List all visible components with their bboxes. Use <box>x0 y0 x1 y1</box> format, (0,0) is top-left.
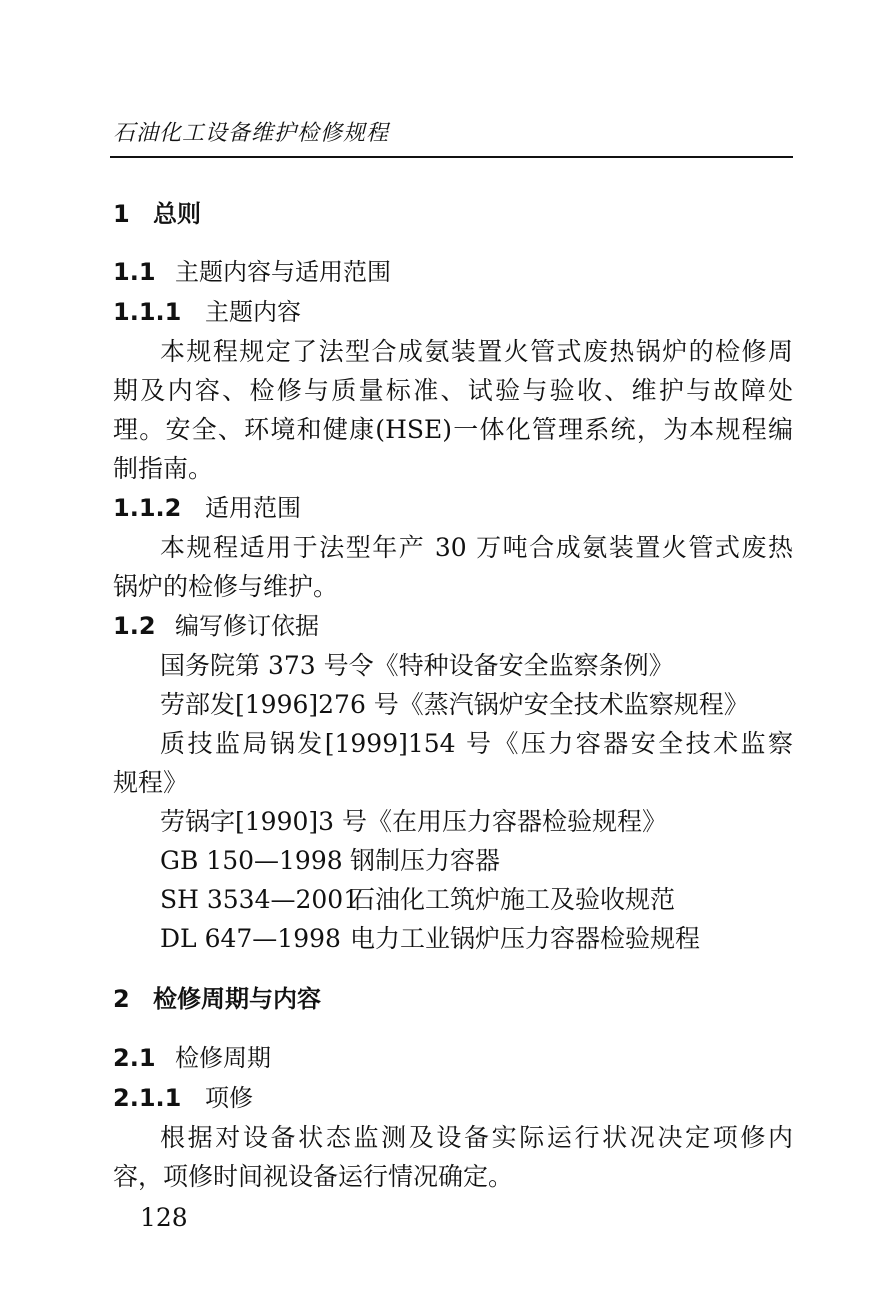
section-number: 1.2 <box>113 612 156 640</box>
section-heading-1 <box>113 202 201 226</box>
section-heading-1-1 <box>113 260 391 284</box>
section-number: 1.1.2 <box>113 494 182 522</box>
page-number: 128 <box>140 1203 188 1232</box>
standard-code: SH 3534—2001 <box>160 885 360 914</box>
standard-name: 电力工业锅炉压力容器检验规程 <box>350 924 701 953</box>
paragraph-line: 制指南。 <box>113 454 214 483</box>
standard-line <box>160 887 675 912</box>
standard-code: GB 150—1998 <box>160 846 343 875</box>
paragraph-line: 理。安全、环境和健康(HSE)一体化管理系统，为本规程编 <box>113 415 793 444</box>
header-rule <box>110 156 793 158</box>
section-title: 项修 <box>205 1084 253 1112</box>
standard-name: 钢制压力容器 <box>350 846 501 875</box>
section-heading-2 <box>113 987 321 1011</box>
reference-line: 质技监局锅发[1999]154 号《压力容器安全技术监察 <box>160 729 793 758</box>
section-heading-2-1-1 <box>113 1086 253 1110</box>
section-number: 1.1.1 <box>113 298 182 326</box>
section-number: 1 <box>113 200 130 228</box>
paragraph-line: 本规程规定了法型合成氨装置火管式废热锅炉的检修周 <box>160 337 793 366</box>
section-number: 2.1 <box>113 1044 156 1072</box>
section-heading-1-1-2 <box>113 496 301 520</box>
section-title: 检修周期与内容 <box>153 985 321 1013</box>
section-number: 2.1.1 <box>113 1084 182 1112</box>
section-title: 检修周期 <box>175 1044 271 1072</box>
section-title: 总则 <box>153 200 201 228</box>
standard-name: 石油化工筑炉施工及验收规范 <box>350 885 676 914</box>
section-title: 主题内容 <box>205 298 301 326</box>
standard-line <box>160 926 700 951</box>
paragraph-line: 本规程适用于法型年产 30 万吨合成氨装置火管式废热 <box>160 533 793 562</box>
section-title: 编写修订依据 <box>175 612 319 640</box>
section-number: 2 <box>113 985 130 1013</box>
section-title: 适用范围 <box>205 494 301 522</box>
reference-line: 劳锅字[1990]3 号《在用压力容器检验规程》 <box>160 807 667 836</box>
section-heading-1-1-1 <box>113 300 301 324</box>
paragraph-line: 期及内容、检修与质量标准、试验与验收、维护与故障处 <box>113 376 793 405</box>
reference-line: 规程》 <box>113 768 189 797</box>
reference-line: 国务院第 373 号令《特种设备安全监察条例》 <box>160 651 674 680</box>
section-number: 1.1 <box>113 258 156 286</box>
standard-code: DL 647—1998 <box>160 924 341 953</box>
section-title: 主题内容与适用范围 <box>175 258 391 286</box>
paragraph-line: 容，项修时间视设备运行情况确定。 <box>113 1162 514 1191</box>
section-heading-2-1 <box>113 1046 271 1070</box>
paragraph-line: 根据对设备状态监测及设备实际运行状况决定项修内 <box>160 1123 793 1152</box>
standard-line <box>160 848 500 873</box>
reference-line: 劳部发[1996]276 号《蒸汽锅炉安全技术监察规程》 <box>160 690 749 719</box>
running-header: 石油化工设备维护检修规程 <box>113 121 390 146</box>
paragraph-line: 锅炉的检修与维护。 <box>113 572 339 601</box>
section-heading-1-2 <box>113 614 319 638</box>
